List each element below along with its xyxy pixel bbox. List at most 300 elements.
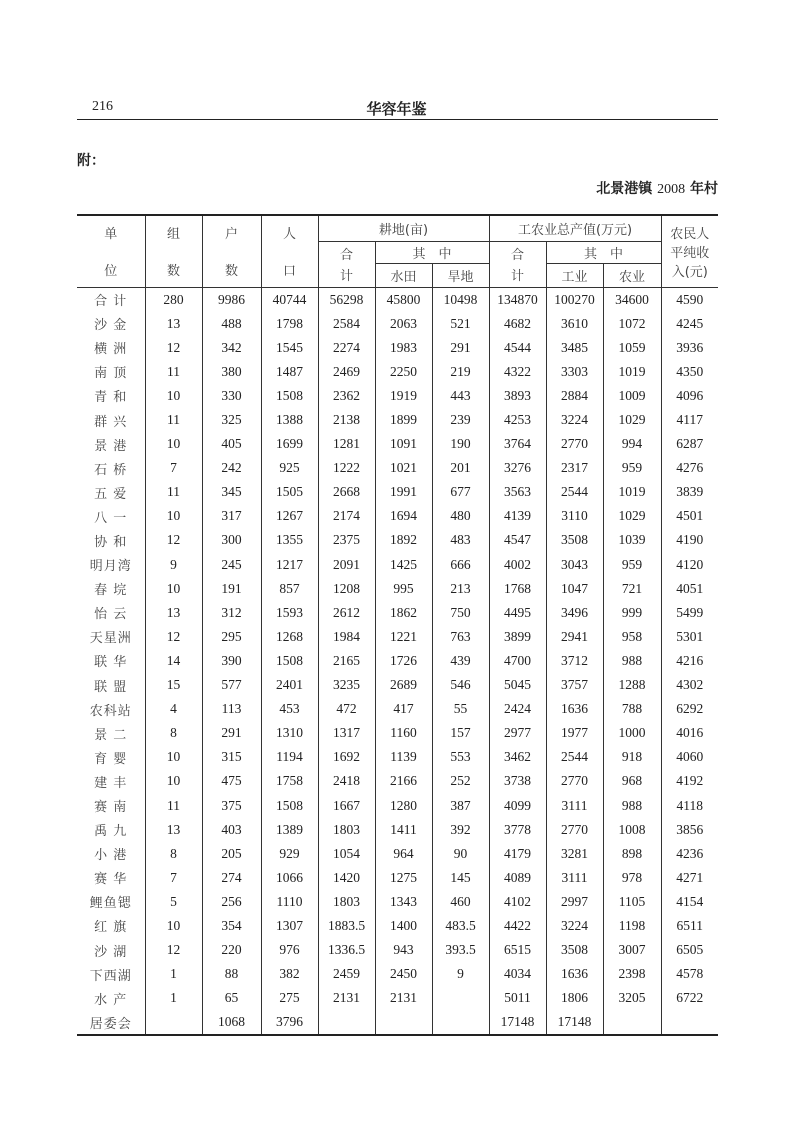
table-cell: 4118: [661, 793, 718, 817]
table-cell: 4350: [661, 360, 718, 384]
table-cell: 959: [603, 456, 661, 480]
table-row: [77, 553, 718, 577]
table-cell: 11: [145, 480, 202, 504]
table-cell: 4276: [661, 456, 718, 480]
table-cell: 1694: [375, 504, 432, 528]
table-cell: 1505: [261, 480, 318, 504]
table-cell: 1355: [261, 528, 318, 552]
table-row: [77, 697, 718, 721]
header-unit: 单 位: [77, 215, 145, 287]
table-cell: 1: [145, 986, 202, 1010]
table-row: [77, 360, 718, 384]
table-cell: 11: [145, 408, 202, 432]
table-row: [77, 1010, 718, 1035]
table-cell: 2997: [546, 890, 603, 914]
table-cell: 3303: [546, 360, 603, 384]
table-cell: 2091: [318, 553, 375, 577]
header-farmland: 耕地(亩): [318, 215, 489, 241]
table-cell: 4700: [489, 649, 546, 673]
table-cell: 387: [432, 793, 489, 817]
table-cell: 988: [603, 649, 661, 673]
table-cell: 918: [603, 745, 661, 769]
caption-year: 2008: [657, 182, 686, 197]
table-cell: 3936: [661, 336, 718, 360]
table-cell: 6722: [661, 986, 718, 1010]
table-cell: 988: [603, 793, 661, 817]
table-cell: [375, 1010, 432, 1035]
table-cell: 10: [145, 745, 202, 769]
table-row: [77, 408, 718, 432]
table-cell: 1267: [261, 504, 318, 528]
table-cell: 4547: [489, 528, 546, 552]
book-title: 华容年鉴: [366, 100, 427, 118]
table-cell: 1208: [318, 577, 375, 601]
table-row: [77, 577, 718, 601]
table-cell: 375: [202, 793, 261, 817]
table-row: [77, 432, 718, 456]
table-cell: 4051: [661, 577, 718, 601]
table-cell: 4: [145, 697, 202, 721]
table-cell: 1059: [603, 336, 661, 360]
unit-name-cell: 农科站: [77, 697, 145, 721]
table-cell: 1892: [375, 528, 432, 552]
unit-name-cell: 居委会: [77, 1010, 145, 1035]
table-cell: 252: [432, 769, 489, 793]
table-cell: 291: [202, 721, 261, 745]
table-cell: 10: [145, 914, 202, 938]
table-cell: 1105: [603, 890, 661, 914]
table-cell: 6505: [661, 938, 718, 962]
table-cell: [432, 986, 489, 1010]
table-cell: 10: [145, 577, 202, 601]
table-row: [77, 986, 718, 1010]
table-cell: 6511: [661, 914, 718, 938]
table-cell: 390: [202, 649, 261, 673]
table-cell: 9: [432, 962, 489, 986]
table-cell: 439: [432, 649, 489, 673]
table-cell: 2174: [318, 504, 375, 528]
table-cell: 6287: [661, 432, 718, 456]
table-cell: 3110: [546, 504, 603, 528]
table-cell: 88: [202, 962, 261, 986]
table-row: [77, 287, 718, 312]
table-cell: 2459: [318, 962, 375, 986]
table-row: [77, 793, 718, 817]
table-cell: 2544: [546, 480, 603, 504]
table-cell: 488: [202, 312, 261, 336]
table-cell: 1307: [261, 914, 318, 938]
unit-name-cell: 天星洲: [77, 625, 145, 649]
table-cell: 4002: [489, 553, 546, 577]
table-cell: 65: [202, 986, 261, 1010]
table-cell: 3276: [489, 456, 546, 480]
table-cell: 1425: [375, 553, 432, 577]
table-cell: 3508: [546, 528, 603, 552]
table-cell: 959: [603, 553, 661, 577]
table-cell: 4590: [661, 287, 718, 312]
table-cell: 219: [432, 360, 489, 384]
table-cell: 295: [202, 625, 261, 649]
unit-name-cell: 联 盟: [77, 673, 145, 697]
table-cell: 1899: [375, 408, 432, 432]
table-cell: 2689: [375, 673, 432, 697]
table-cell: 17148: [489, 1010, 546, 1035]
table-cell: 1281: [318, 432, 375, 456]
table-cell: 4253: [489, 408, 546, 432]
table-cell: 274: [202, 866, 261, 890]
caption-prefix: 北景港镇: [596, 181, 653, 197]
table-cell: 721: [603, 577, 661, 601]
unit-name-cell: 青 和: [77, 384, 145, 408]
table-cell: 453: [261, 697, 318, 721]
table-cell: 8: [145, 721, 202, 745]
table-cell: 4192: [661, 769, 718, 793]
table-cell: 999: [603, 601, 661, 625]
unit-name-cell: 联 华: [77, 649, 145, 673]
table-cell: 12: [145, 336, 202, 360]
table-cell: 100270: [546, 287, 603, 312]
table-cell: [661, 1010, 718, 1035]
table-cell: 145: [432, 866, 489, 890]
table-cell: 1039: [603, 528, 661, 552]
table-cell: 4034: [489, 962, 546, 986]
unit-name-cell: 沙 金: [77, 312, 145, 336]
unit-name-cell: 怡 云: [77, 601, 145, 625]
table-cell: 521: [432, 312, 489, 336]
table-cell: 2770: [546, 818, 603, 842]
table-cell: 4495: [489, 601, 546, 625]
table-cell: 345: [202, 480, 261, 504]
table-cell: 330: [202, 384, 261, 408]
table-cell: 472: [318, 697, 375, 721]
table-cell: 1198: [603, 914, 661, 938]
unit-name-cell: 八 一: [77, 504, 145, 528]
unit-name-cell: 合 计: [77, 287, 145, 312]
header-groups: 组 数: [145, 215, 202, 287]
table-cell: 1636: [546, 697, 603, 721]
unit-name-cell: 赛 华: [77, 866, 145, 890]
table-cell: 3757: [546, 673, 603, 697]
table-row: [77, 866, 718, 890]
table-cell: [432, 1010, 489, 1035]
table-cell: 4422: [489, 914, 546, 938]
table-cell: 1593: [261, 601, 318, 625]
table-cell: 8: [145, 842, 202, 866]
table-cell: 1047: [546, 577, 603, 601]
table-cell: 4179: [489, 842, 546, 866]
table-cell: 4578: [661, 962, 718, 986]
table-cell: 40744: [261, 287, 318, 312]
table-cell: 443: [432, 384, 489, 408]
table-cell: 1029: [603, 504, 661, 528]
table-row: [77, 890, 718, 914]
table-cell: 483.5: [432, 914, 489, 938]
table-cell: 2274: [318, 336, 375, 360]
table-cell: 3508: [546, 938, 603, 962]
table-row: [77, 480, 718, 504]
table-cell: 1726: [375, 649, 432, 673]
table-cell: 978: [603, 866, 661, 890]
header-income: 农民人 平纯收 入(元): [661, 215, 718, 287]
table-cell: 4682: [489, 312, 546, 336]
table-cell: 9986: [202, 287, 261, 312]
table-cell: 56298: [318, 287, 375, 312]
table-cell: 4060: [661, 745, 718, 769]
table-cell: 4236: [661, 842, 718, 866]
table-row: [77, 673, 718, 697]
table-cell: 3738: [489, 769, 546, 793]
table-cell: 6292: [661, 697, 718, 721]
table-cell: 6515: [489, 938, 546, 962]
table-cell: 3563: [489, 480, 546, 504]
table-cell: 3778: [489, 818, 546, 842]
table-cell: 1919: [375, 384, 432, 408]
table-cell: 2131: [375, 986, 432, 1010]
header-farmland-of-which: 其 中: [375, 241, 489, 263]
table-cell: 11: [145, 360, 202, 384]
table-cell: 2401: [261, 673, 318, 697]
table-cell: 10: [145, 384, 202, 408]
table-cell: 5499: [661, 601, 718, 625]
table-cell: 4190: [661, 528, 718, 552]
table-cell: 190: [432, 432, 489, 456]
table-cell: 13: [145, 818, 202, 842]
table-cell: 325: [202, 408, 261, 432]
table-row: [77, 649, 718, 673]
table-cell: 763: [432, 625, 489, 649]
table-cell: 4245: [661, 312, 718, 336]
table-cell: 2884: [546, 384, 603, 408]
table-cell: 1798: [261, 312, 318, 336]
table-cell: 1068: [202, 1010, 261, 1035]
table-cell: 4322: [489, 360, 546, 384]
table-cell: 4016: [661, 721, 718, 745]
caption-suffix: 年村: [690, 181, 718, 197]
table-cell: 201: [432, 456, 489, 480]
table-cell: 2138: [318, 408, 375, 432]
table-cell: 3224: [546, 914, 603, 938]
table-cell: 191: [202, 577, 261, 601]
table-cell: 2375: [318, 528, 375, 552]
table-cell: 2362: [318, 384, 375, 408]
table-row: [77, 818, 718, 842]
table-cell: 1411: [375, 818, 432, 842]
table-cell: 1400: [375, 914, 432, 938]
table-cell: 4117: [661, 408, 718, 432]
table-cell: 10498: [432, 287, 489, 312]
table-row: [77, 721, 718, 745]
table-cell: 1091: [375, 432, 432, 456]
table-cell: 1768: [489, 577, 546, 601]
table-cell: 55: [432, 697, 489, 721]
table-cell: 392: [432, 818, 489, 842]
table-cell: 5045: [489, 673, 546, 697]
table-cell: 3462: [489, 745, 546, 769]
table-cell: 4271: [661, 866, 718, 890]
village-statistics-table: [77, 214, 718, 1036]
table-cell: 677: [432, 480, 489, 504]
table-cell: 2770: [546, 432, 603, 456]
table-cell: 10: [145, 432, 202, 456]
table-cell: 7: [145, 456, 202, 480]
table-cell: 15: [145, 673, 202, 697]
table-cell: 213: [432, 577, 489, 601]
table-cell: 342: [202, 336, 261, 360]
table-cell: 1487: [261, 360, 318, 384]
table-cell: 1343: [375, 890, 432, 914]
table-cell: 2131: [318, 986, 375, 1010]
table-cell: 2977: [489, 721, 546, 745]
table-cell: 3235: [318, 673, 375, 697]
table-cell: 403: [202, 818, 261, 842]
table-cell: 925: [261, 456, 318, 480]
table-cell: 2941: [546, 625, 603, 649]
table-cell: 4096: [661, 384, 718, 408]
table-cell: 2424: [489, 697, 546, 721]
table-row: [77, 336, 718, 360]
table-cell: [318, 1010, 375, 1035]
unit-name-cell: 景 港: [77, 432, 145, 456]
table-cell: 2544: [546, 745, 603, 769]
table-cell: 393.5: [432, 938, 489, 962]
table-cell: 3281: [546, 842, 603, 866]
table-cell: 958: [603, 625, 661, 649]
table-cell: 90: [432, 842, 489, 866]
table-row: [77, 842, 718, 866]
table-cell: 1803: [318, 818, 375, 842]
table-caption: [596, 178, 718, 198]
header-industry: 工业: [546, 263, 603, 287]
table-cell: 1388: [261, 408, 318, 432]
table-cell: 4544: [489, 336, 546, 360]
table-cell: 1000: [603, 721, 661, 745]
table-cell: 157: [432, 721, 489, 745]
table-cell: 553: [432, 745, 489, 769]
table-cell: 3205: [603, 986, 661, 1010]
table-cell: 417: [375, 697, 432, 721]
table-cell: 1389: [261, 818, 318, 842]
header-population: 人 口: [261, 215, 318, 287]
table-cell: 2317: [546, 456, 603, 480]
table-cell: 1268: [261, 625, 318, 649]
table-cell: 2612: [318, 601, 375, 625]
table-cell: 1066: [261, 866, 318, 890]
header-agriculture: 农业: [603, 263, 661, 287]
table-cell: 3111: [546, 866, 603, 890]
table-cell: 1217: [261, 553, 318, 577]
table-cell: 3485: [546, 336, 603, 360]
table-cell: 3111: [546, 793, 603, 817]
table-cell: 4501: [661, 504, 718, 528]
table-cell: 1758: [261, 769, 318, 793]
table-row: [77, 914, 718, 938]
table-cell: 1991: [375, 480, 432, 504]
table-row: [77, 962, 718, 986]
table-cell: 5: [145, 890, 202, 914]
table-cell: 929: [261, 842, 318, 866]
table-cell: 1862: [375, 601, 432, 625]
table-cell: 4089: [489, 866, 546, 890]
table-cell: 1194: [261, 745, 318, 769]
table-cell: 239: [432, 408, 489, 432]
table-cell: 995: [375, 577, 432, 601]
header-households: 户 数: [202, 215, 261, 287]
table-cell: 134870: [489, 287, 546, 312]
table-cell: 3839: [661, 480, 718, 504]
table-cell: 1545: [261, 336, 318, 360]
table-cell: 45800: [375, 287, 432, 312]
table-cell: 1317: [318, 721, 375, 745]
table-cell: 9: [145, 553, 202, 577]
unit-name-cell: 建 丰: [77, 769, 145, 793]
table-cell: 5011: [489, 986, 546, 1010]
table-cell: 1221: [375, 625, 432, 649]
table-cell: 1288: [603, 673, 661, 697]
table-cell: 1280: [375, 793, 432, 817]
table-cell: 354: [202, 914, 261, 938]
table-cell: 275: [261, 986, 318, 1010]
unit-name-cell: 明月湾: [77, 553, 145, 577]
table-cell: 1667: [318, 793, 375, 817]
table-cell: 205: [202, 842, 261, 866]
table-cell: 2398: [603, 962, 661, 986]
table-cell: 256: [202, 890, 261, 914]
unit-name-cell: 横 洲: [77, 336, 145, 360]
table-cell: 4099: [489, 793, 546, 817]
table-cell: 317: [202, 504, 261, 528]
table-cell: 13: [145, 601, 202, 625]
header-farmland-total: 合 计: [318, 241, 375, 287]
table-cell: 1692: [318, 745, 375, 769]
table-cell: [145, 1010, 202, 1035]
table-cell: 4216: [661, 649, 718, 673]
table-cell: 1009: [603, 384, 661, 408]
table-cell: 4139: [489, 504, 546, 528]
table-cell: 12: [145, 625, 202, 649]
table-cell: 994: [603, 432, 661, 456]
table-cell: 1636: [546, 962, 603, 986]
table-row: [77, 625, 718, 649]
unit-name-cell: 南 顶: [77, 360, 145, 384]
table-cell: 291: [432, 336, 489, 360]
table-row: [77, 384, 718, 408]
table-cell: 2469: [318, 360, 375, 384]
table-cell: 1508: [261, 793, 318, 817]
table-row: [77, 312, 718, 336]
table-cell: 3899: [489, 625, 546, 649]
table-cell: 483: [432, 528, 489, 552]
table-cell: 1977: [546, 721, 603, 745]
table-cell: 280: [145, 287, 202, 312]
table-cell: 1508: [261, 649, 318, 673]
table-cell: 1021: [375, 456, 432, 480]
table-cell: 666: [432, 553, 489, 577]
table-cell: 4120: [661, 553, 718, 577]
table-cell: 3496: [546, 601, 603, 625]
table-row: [77, 528, 718, 552]
unit-name-cell: 小 港: [77, 842, 145, 866]
table-cell: 4102: [489, 890, 546, 914]
table-cell: 2063: [375, 312, 432, 336]
table-cell: 113: [202, 697, 261, 721]
table-row: [77, 769, 718, 793]
table-cell: 3764: [489, 432, 546, 456]
table-cell: 1160: [375, 721, 432, 745]
header-paddy: 水田: [375, 263, 432, 287]
table-cell: 968: [603, 769, 661, 793]
table-cell: 300: [202, 528, 261, 552]
table-cell: [603, 1010, 661, 1035]
